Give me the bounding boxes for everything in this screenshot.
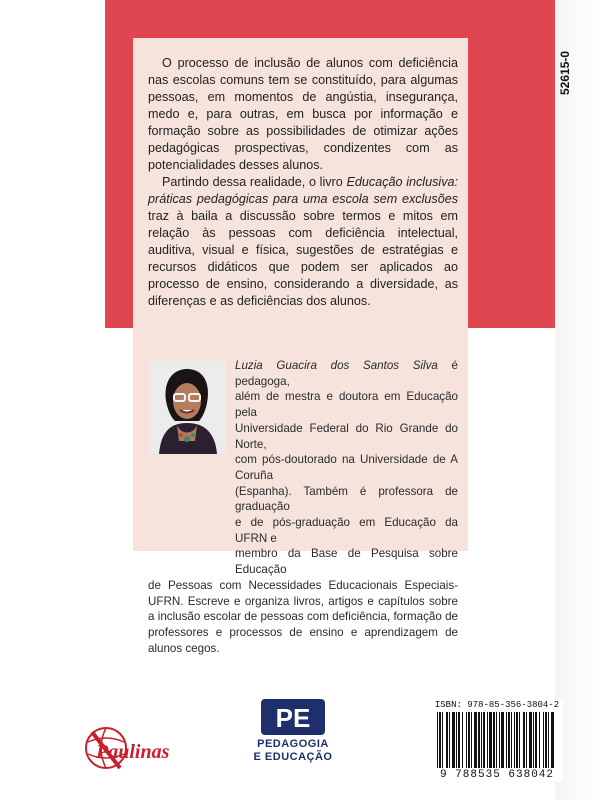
barcode-bar — [452, 712, 455, 768]
barcode-bar — [533, 712, 534, 768]
barcode-bar — [456, 712, 457, 768]
barcode-bar — [519, 712, 520, 768]
barcode-bar — [489, 712, 492, 768]
barcode-bar — [462, 712, 463, 768]
barcode-bar — [535, 712, 537, 768]
pe-logo-letters: PE — [275, 703, 311, 733]
barcode-bar — [548, 712, 549, 768]
author-bio: Luzia Guacira dos Santos Silva é pedagoga, além de mestra e doutora em Educação pela Universidade Federal do Rio Grande do Norte, com pós-doutorado na Universidade de A Coruña (Espanha). Também é professora de graduação e de pós-graduação em Educação da UFRN e membro da Base de Pesquisa sobre Educação de Pessoas com Necessidades Educacionais Especiais-UFRN. Escreve e organiza livros, artigos e capítulos sobre a inclusão escolar de pessoas com deficiência, formação de professores e processos de ensino e aprendizagem de alunos cegos. — [148, 359, 458, 655]
barcode-bar — [496, 712, 497, 768]
synopsis-paragraph-1: O processo de inclusão de alunos com deficiência nas escolas comuns tem se constituído, para algumas pessoas, em momentos de angústia, insegurança, medo e, para outras, em busca por informação e formação sobre as possibilidades de otimizar ações pedagógicas prospectivas, condizentes com as potencialidades desses alunos. — [148, 56, 458, 172]
barcode-bar — [529, 712, 532, 768]
barcode-bar — [551, 712, 554, 768]
barcode-bar — [474, 712, 477, 768]
barcode-bar — [468, 712, 470, 768]
barcode-bar — [466, 712, 467, 768]
barcode-bar — [526, 712, 527, 768]
barcode-bar — [545, 712, 547, 768]
barcode-bar — [481, 712, 482, 768]
barcode-bar — [506, 712, 507, 768]
barcode — [431, 700, 563, 782]
barcode-bar — [501, 712, 504, 768]
book-title: Educação inclusiva: práticas pedagógicas para uma escola sem exclusões — [148, 175, 459, 206]
barcode-bar — [508, 712, 510, 768]
barcode-bar — [446, 712, 448, 768]
barcode-bar — [478, 712, 480, 768]
synopsis-paragraph-2: Partindo dessa realidade, o livro Educação inclusiva: práticas pedagógicas para uma escola sem exclusões traz à baila a discussão sobre termos e mitos em relação às pessoas com deficiência intelectual, auditiva, visual e física, sugestões de estratégias e recursos didáticos que podem ser aplicados ao processo de ensino, considerando a diversidade, as diferenças e as deficiências dos alunos. — [148, 175, 459, 308]
barcode-bar — [516, 712, 518, 768]
series-line-1: PEDAGOGIA — [257, 738, 329, 750]
barcode-number: 9 788535 638042 — [439, 769, 555, 781]
isbn-text: ISBN: 978-85-356-3804-2 — [434, 700, 560, 710]
synopsis — [148, 55, 458, 310]
barcode-bar — [514, 712, 515, 768]
barcode-bar — [483, 712, 485, 768]
barcode-bar — [487, 712, 488, 768]
barcode-bar — [511, 712, 512, 768]
barcode-bar — [458, 712, 460, 768]
author-name: Luzia Guacira dos Santos Silva — [235, 359, 438, 372]
series-line-2: E EDUCAÇÃO — [253, 751, 333, 763]
barcode-bar — [442, 712, 443, 768]
paulinas-wordmark: Paulinas — [96, 741, 170, 763]
barcode-bar — [471, 712, 472, 768]
barcode-bars — [435, 712, 559, 768]
spine-edge — [555, 0, 600, 800]
barcode-bar — [499, 712, 500, 768]
series-name — [248, 738, 338, 764]
barcode-bar — [449, 712, 450, 768]
barcode-bar — [543, 712, 544, 768]
barcode-bar — [439, 712, 441, 768]
barcode-bar — [523, 712, 525, 768]
barcode-bar — [539, 712, 540, 768]
barcode-bar — [493, 712, 495, 768]
barcode-bar — [437, 712, 438, 768]
